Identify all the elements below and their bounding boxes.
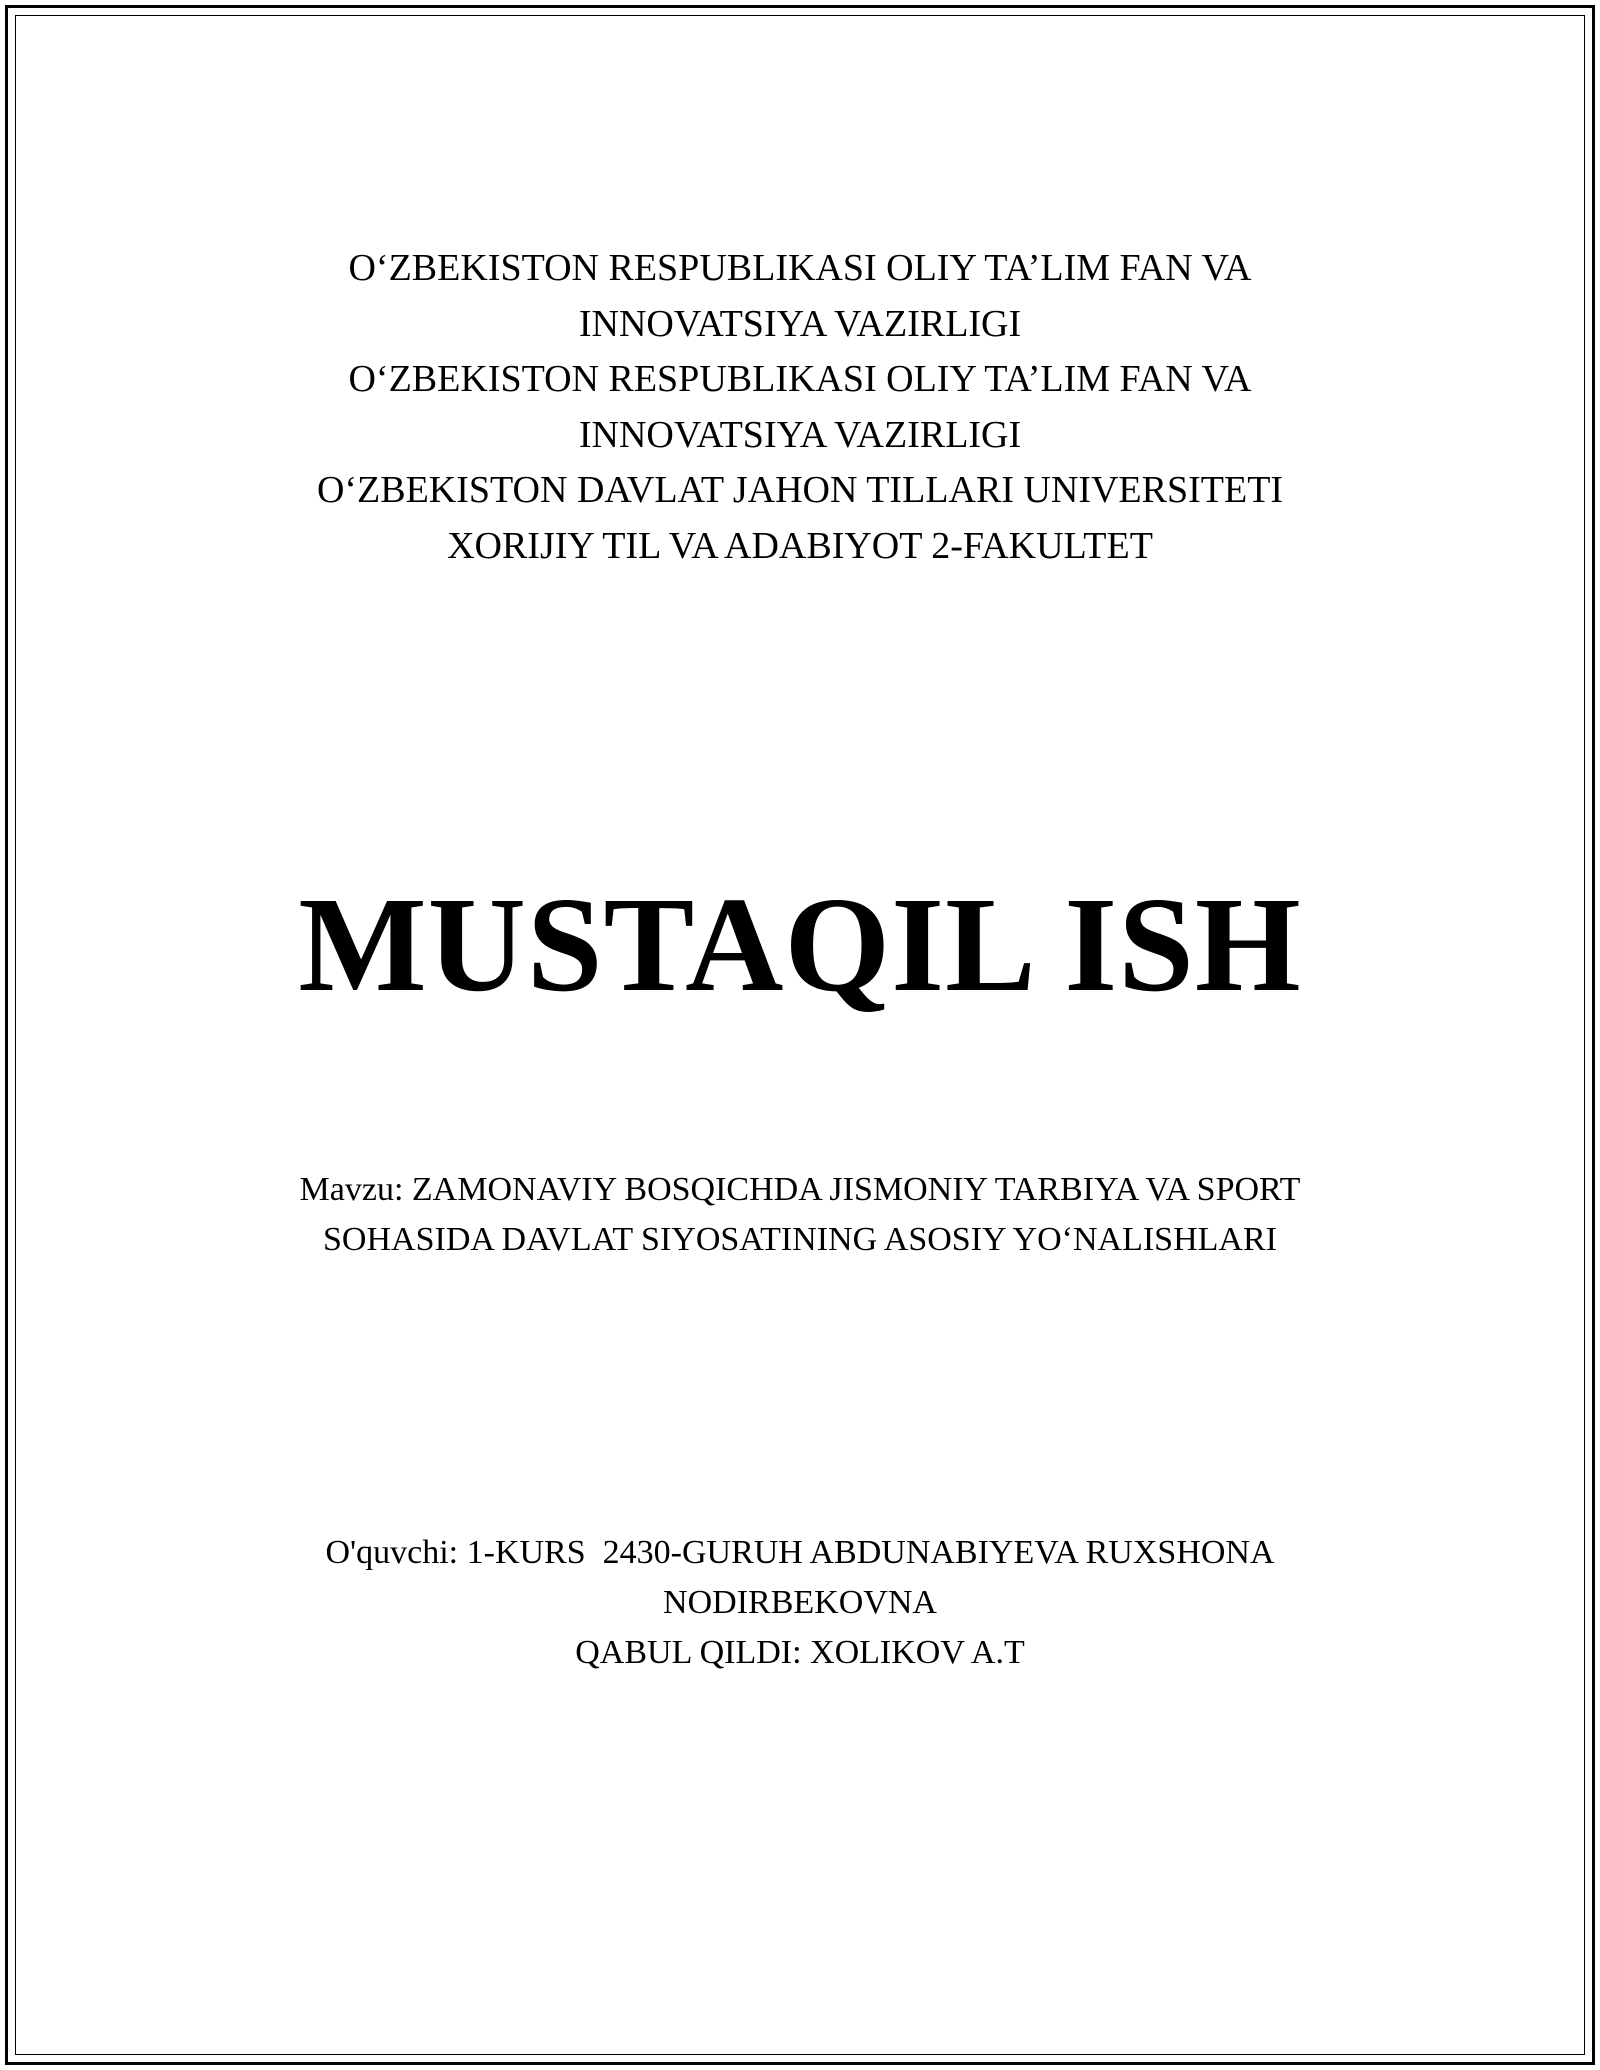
header-line: INNOVATSIYA VAZIRLIGI [578, 413, 1022, 456]
header-line: XORIJIY TIL VA ADABIYOT 2-FAKULTET [447, 524, 1153, 567]
topic-line: Mavzu: ZAMONAVIY BOSQICHDA JISMONIY TARBIYA VA SPORT [299, 1171, 1301, 1208]
topic-line: SOHASIDA DAVLAT SIYOSATINING ASOSIY YO‘NALISHLARI [323, 1221, 1277, 1258]
topic-block [0, 1165, 1600, 1265]
header-line: O‘ZBEKISTON RESPUBLIKASI OLIY TA’LIM FAN VA [348, 247, 1252, 289]
institution-header [0, 241, 1600, 574]
student-line: O'quvchi: 1-KURS 2430-GURUH ABDUNABIYEVA RUXSHONA [325, 1534, 1275, 1571]
document-title: MUSTAQIL ISH [298, 870, 1302, 1020]
header-line: O‘ZBEKISTON DAVLAT JAHON TILLARI UNIVERSITETI [316, 469, 1284, 511]
header-line: O‘ZBEKISTON RESPUBLIKASI OLIY TA’LIM FAN VA [348, 358, 1252, 400]
header-line: INNOVATSIYA VAZIRLIGI [578, 302, 1022, 345]
examiner-line: QABUL QILDI: XOLIKOV A.T [575, 1634, 1025, 1671]
student-info-block [0, 1528, 1600, 1678]
student-line: NODIRBEKOVNA [663, 1584, 937, 1621]
